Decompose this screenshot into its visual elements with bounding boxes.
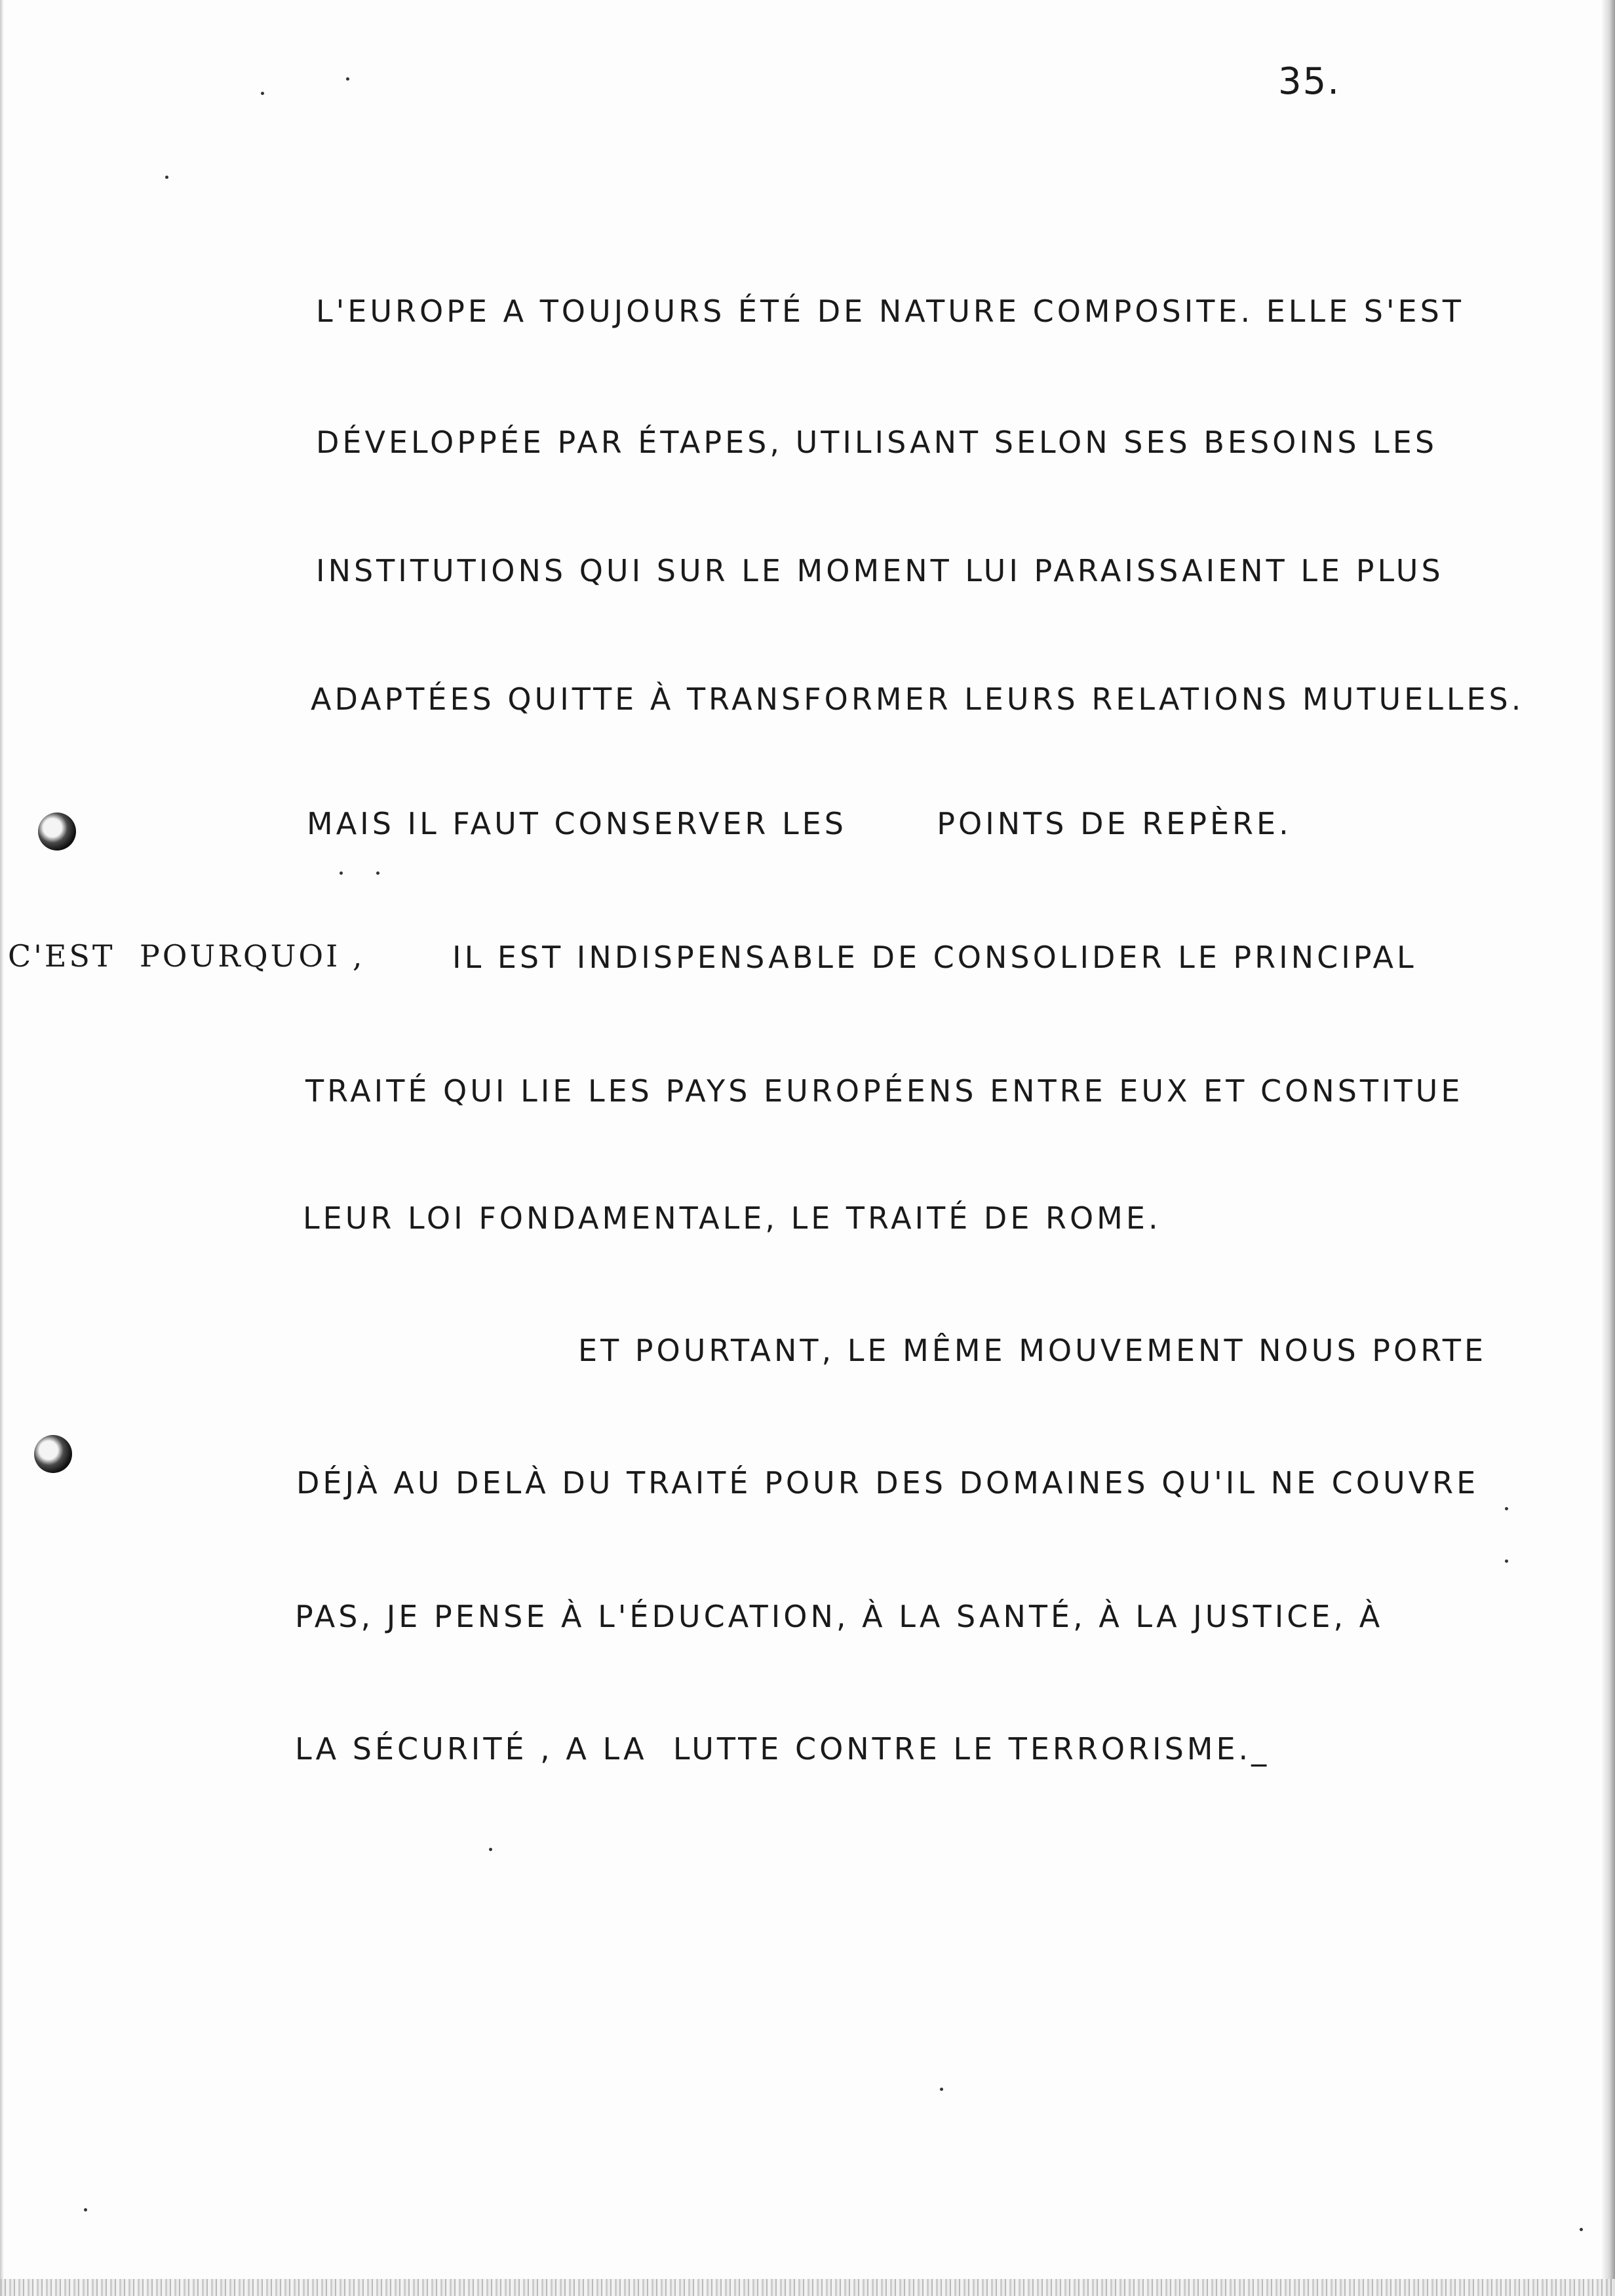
- text-line-6: IL EST INDISPENSABLE DE CONSOLIDER LE PRINCIPAL: [452, 940, 1417, 975]
- scan-speck: [1580, 2228, 1583, 2231]
- text-line-11: PAS, JE PENSE À L'ÉDUCATION, À LA SANTÉ, À LA JUSTICE, À: [295, 1599, 1384, 1634]
- punch-hole-icon: [38, 813, 76, 851]
- text-line-2: DÉVELOPPÉE PAR ÉTAPES, UTILISANT SELON SES BESOINS LES: [316, 425, 1438, 460]
- scan-right-edge: [1601, 0, 1615, 2296]
- scan-bottom-edge: [0, 2279, 1615, 2296]
- scan-left-edge: [0, 0, 4, 2296]
- text-line-7: TRAITÉ QUI LIE LES PAYS EUROPÉENS ENTRE EUX ET CONSTITUE: [305, 1073, 1464, 1109]
- scan-speck: [489, 1848, 492, 1851]
- scan-speck: [1505, 1559, 1508, 1563]
- scan-speck: [376, 871, 379, 875]
- scan-speck: [1505, 1507, 1508, 1510]
- text-line-12: LA SÉCURITÉ , A LA LUTTE CONTRE LE TERRORISME._: [295, 1731, 1270, 1767]
- text-line-9: ET POURTANT, LE MÊME MOUVEMENT NOUS PORTE: [578, 1333, 1487, 1368]
- page-number: 35.: [1278, 60, 1341, 103]
- text-line-5: MAIS IL FAUT CONSERVER LES POINTS DE REPÈRE.: [307, 806, 1292, 841]
- scan-speck: [84, 2208, 87, 2211]
- text-line-10: DÉJÀ AU DELÀ DU TRAITÉ POUR DES DOMAINES QU'IL NE COUVRE: [296, 1465, 1479, 1501]
- margin-insert: C'EST POURQUOI ,: [8, 938, 365, 974]
- text-line-1: L'EUROPE A TOUJOURS ÉTÉ DE NATURE COMPOSITE. ELLE S'EST: [316, 294, 1464, 329]
- scan-speck: [261, 92, 264, 95]
- scan-speck: [165, 176, 168, 179]
- text-line-8: LEUR LOI FONDAMENTALE, LE TRAITÉ DE ROME.: [303, 1200, 1161, 1236]
- scan-speck: [346, 77, 349, 81]
- scan-speck: [940, 2088, 943, 2091]
- text-line-4: ADAPTÉES QUITTE À TRANSFORMER LEURS RELATIONS MUTUELLES.: [311, 681, 1525, 717]
- scan-speck: [340, 871, 343, 875]
- punch-hole-icon: [34, 1435, 72, 1473]
- text-line-3: INSTITUTIONS QUI SUR LE MOMENT LUI PARAISSAIENT LE PLUS: [316, 553, 1444, 588]
